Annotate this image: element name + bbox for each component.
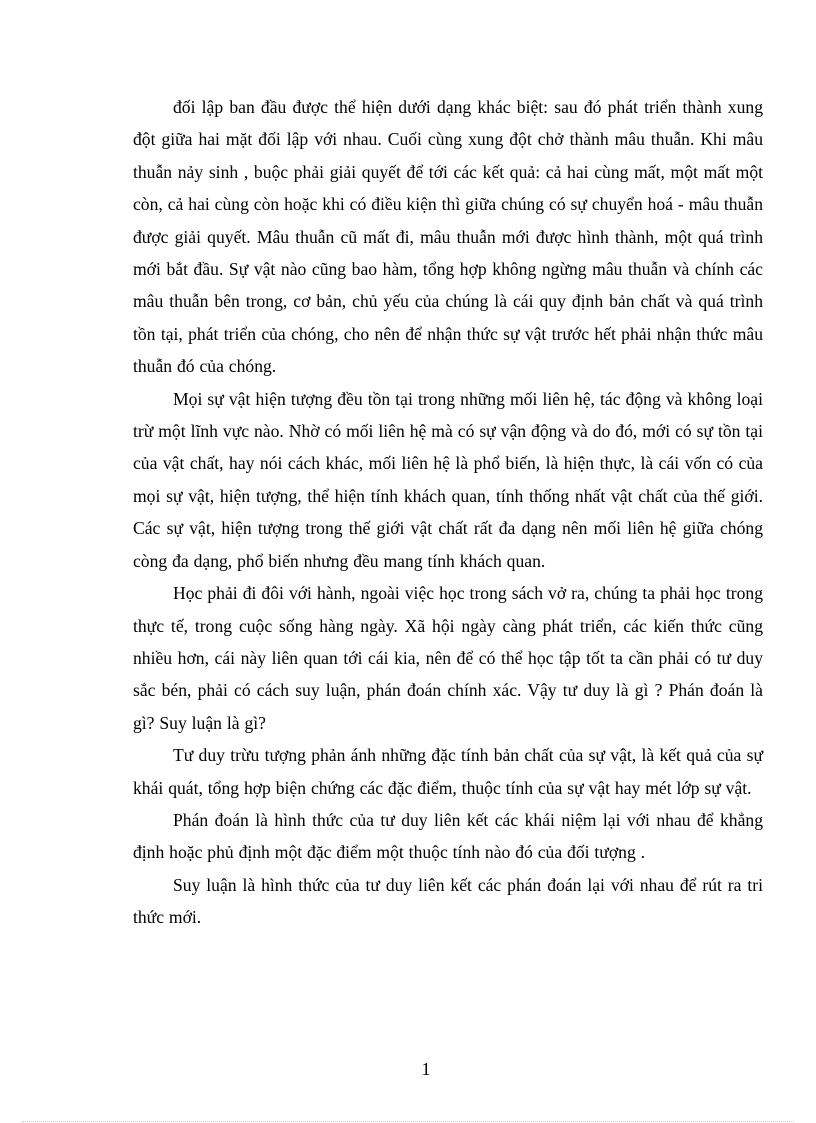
paragraph-contradiction: đối lập ban đầu được thể hiện dưới dạng khác biệt: sau đó phát triển thành xung đột giữa hai mặt đối lập với nhau. Cuối cùng xung đột chở thành mâu thuẫn. Khi mâu thuẫn nảy sinh , buộc phải giải quyết để tới các kết quả: cả hai cùng mất, một mất một còn, cả hai cùng còn hoặc khi có điều kiện thì giữa chúng có sự chuyển hoá - mâu thuẫn được giải quyết. Mâu thuẫn cũ mất đi, mâu thuẫn mới được hình thành, một quá trình mới bắt đầu. Sự vật nào cũng bao hàm, tổng hợp không ngừng mâu thuẫn và chính các mâu thuẫn bên trong, cơ bản, chủ yếu của chúng là cái quy định bản chất và quá trình tồn tại, phát triển của chóng, cho nên để nhận thức sự vật trước hết phải nhận thức mâu thuẫn đó của chóng.: [133, 97, 763, 377]
paragraph-abstract-thinking: Tư duy trừu tượng phản ánh những đặc tính bản chất của sự vật, là kết quả của sự khái quát, tổng hợp biện chứng các đặc điểm, thuộc tính của sự vật hay mét lớp sự vật.: [133, 745, 763, 798]
footer-divider: [22, 1121, 794, 1122]
paragraph-judgment: Phán đoán là hình thức của tư duy liên kết các khái niệm lại với nhau để khẳng định hoặc phủ định một đặc điểm một thuộc tính nào đó của đối tượng .: [133, 809, 763, 863]
page-number: 1: [421, 1059, 431, 1079]
paragraph-learning: Học phải đi đôi với hành, ngoài việc học trong sách vở ra, chúng ta phải học trong thực tế, trong cuộc sống hàng ngày. Xã hội ngày càng phát triển, các kiến thức cũng nhiều hơn, cái này liên quan tới cái kia, nên để có thể học tập tốt ta cần phải có tư duy sắc bén, phải có cách suy luận, phán đoán chính xác. Vậy tư duy là gì ? Phán đoán là gì? Suy luận là gì?: [133, 583, 763, 733]
document-body: [133, 91, 763, 934]
paragraph-relations: Mọi sự vật hiện tượng đều tồn tại trong những mối liên hệ, tác động và không loại trừ một lĩnh vực nào. Nhờ có mối liên hệ mà có sự vận động và do đó, mới có sự tồn tại của vật chất, hay nói cách khác, mối liên hệ là phổ biến, là hiện thực, là cái vốn có của mọi sự vật, hiện tượng, thể hiện tính khách quan, tính thống nhất vật chất của thế giới. Các sự vật, hiện tượng trong thế giới vật chất rất đa dạng nên mối liên hệ giữa chóng còng đa dạng, phổ biến nhưng đều mang tính khách quan.: [133, 388, 763, 571]
paragraph-inference: Suy luận là hình thức của tư duy liên kết các phán đoán lại với nhau để rút ra tri thức mới.: [133, 874, 763, 928]
